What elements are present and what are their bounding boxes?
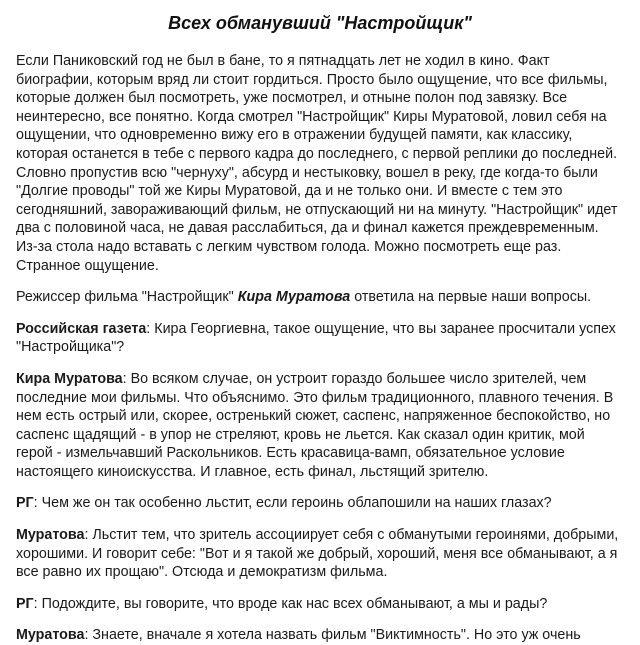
qa-speaker: Кира Муратова [16, 370, 123, 387]
qa-speaker: Российская газета [16, 320, 147, 337]
qa-speaker: Муратова [16, 627, 85, 644]
qa-paragraph [16, 370, 624, 482]
qa-paragraph [16, 626, 624, 645]
qa-paragraph [16, 320, 624, 357]
qa-text: : Подождите, вы говорите, что вроде как нас всех обманывают, а мы и рады? [33, 595, 548, 612]
director-pre-text: Режиссер фильма "Настройщик" [16, 289, 238, 306]
qa-speaker: РГ [16, 595, 34, 612]
qa-paragraph [16, 595, 624, 614]
qa-paragraph [16, 494, 624, 513]
article-title: Всех обманувший "Настройщик" [168, 13, 472, 33]
qa-text: : Льстит тем, что зритель ассоциирует себя с обманутыми героинями, добрыми, хорошими. И говорит себе: "Вот и я такой же добрый, хороший, меня все обманывают, а я все равно их прощаю". Отсюда и демократизм фильма. [16, 527, 619, 581]
qa-speaker: РГ [16, 495, 34, 512]
qa-speaker: Муратова [16, 527, 85, 544]
director-paragraph [16, 288, 624, 307]
director-post-text: ответила на первые наши вопросы. [350, 289, 592, 306]
qa-text: : Знаете, вначале я хотела назвать фильм "Виктимность". Но это уж очень [84, 627, 581, 644]
qa-text: : Кира Георгиевна, такое ощущение, что вы заранее просчитали успех "Настройщика"? [16, 320, 616, 356]
qa-text: : Во всяком случае, он устроит гораздо большее число зрителей, чем последние мои фильмы. Что объяснимо. Это фильм традиционного, плавного течения. В нем есть острый или, скорее, остренький сюжет, саспенс, напряженное беспокойство, но саспенс щадящий - в упор не стреляют, кровь не льется. Как сказал один критик, мой герой - измельчавший Раскольников. Есть красавица-вамп, обязательное условие настоящего киноискусства. И главное, есть финал, льстящий зрителю. [16, 370, 614, 480]
director-name: Кира Муратова [237, 289, 351, 306]
qa-paragraph [16, 526, 624, 582]
intro-paragraph: Если Паниковский год не был в бане, то я пятнадцать лет не ходил в кино. Факт биографии, которым вряд ли стоит гордиться. Просто было ощущение, что все фильмы, которые должен был посмотреть, уже посмотрел, и отныне полон под завязку. Все неинтересно, все понятно. Когда смотрел "Настройщик" Киры Муратовой, ловил себя на ощущении, что одновременно вижу его в отражении будущей памяти, как классику, которая останется в тебе с первого кадра до последнего, с первой реплики до последней. Словно пропустив всю "чернуху", абсурд и нестыковку, вошел в реку, где когда-то были "Долгие проводы" той же Киры Муратовой, да и не только они. И вместе с тем это сегодняшний, завораживающий фильм, не отпускающий ни на минуту. "Настройщик" идет два с половиной часа, не давая расслабиться, да и финал кажется преждевременным. Из-за стола надо вставать с легким чувством голода. Можно посмотреть еще раз. Странное ощущение. [16, 53, 618, 274]
qa-text: : Чем же он так особенно льстит, если героинь облапошили на наших глазах? [33, 495, 552, 512]
